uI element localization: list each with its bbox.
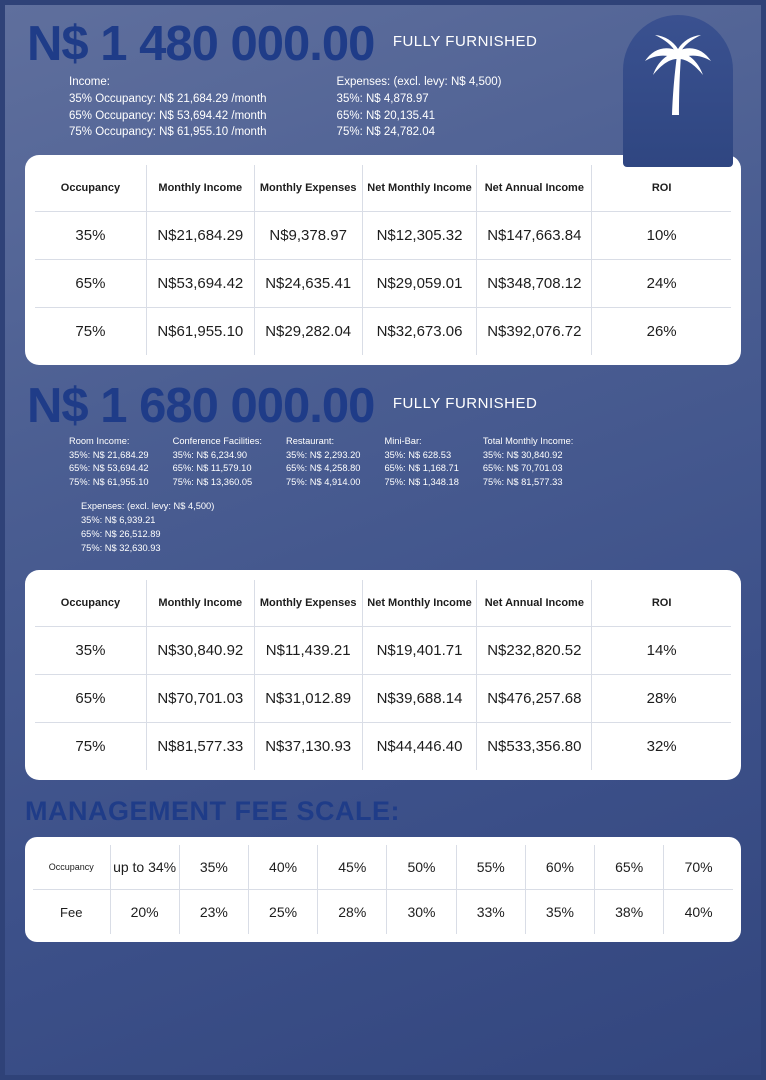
fee-value-row: [33, 890, 733, 935]
fee-value-5: 33%: [456, 890, 525, 935]
header-net-annual-income: Net Annual Income: [477, 580, 592, 627]
section-2-furnished-label: FULLY FURNISHED: [392, 395, 538, 413]
expenses-line-1: 35%: N$ 6,939.21: [81, 515, 156, 526]
cell-monthly-expenses: N$29,282.04: [254, 308, 362, 356]
header-occupancy: Occupancy: [35, 580, 146, 627]
breakdown-line-1: 35%: N$ 628.53: [384, 449, 452, 460]
cell-net-annual-income: N$147,663.84: [477, 212, 592, 260]
section-2-breakdown: [5, 433, 761, 491]
income-line-1: 35% Occupancy: N$ 21,684.29 /month: [69, 93, 267, 106]
cell-roi: 24%: [592, 260, 731, 308]
table-row: [35, 627, 731, 675]
expenses-title: Expenses: (excl. levy: N$ 4,500): [336, 76, 502, 89]
breakdown-line-3: 75%: N$ 81,577.33: [482, 477, 563, 488]
table-row: [35, 260, 731, 308]
header-monthly-income: Monthly Income: [146, 165, 254, 212]
fee-value-6: 35%: [525, 890, 594, 935]
cell-occupancy: 65%: [35, 260, 146, 308]
fee-occupancy-0: up to 34%: [110, 845, 179, 890]
cell-net-annual-income: N$476,257.68: [477, 675, 592, 723]
breakdown-conference-facilities: [173, 435, 262, 491]
header-monthly-income: Monthly Income: [146, 580, 254, 627]
palm-tree-badge: [623, 15, 733, 167]
section-1-price: N$ 1 480 000.00: [27, 17, 375, 71]
cell-net-monthly-income: N$19,401.71: [362, 627, 477, 675]
breakdown-line-2: 65%: N$ 11,579.10: [172, 463, 252, 474]
fee-occupancy-8: 70%: [664, 845, 733, 890]
section-2-table-card: [25, 570, 741, 780]
management-fee-title: MANAGEMENT FEE SCALE:: [25, 796, 400, 827]
cell-monthly-income: N$70,701.03: [146, 675, 254, 723]
cell-occupancy: 75%: [35, 723, 146, 771]
expenses-line-3: 75%: N$ 24,782.04: [336, 126, 436, 139]
cell-roi: 28%: [592, 675, 731, 723]
breakdown-line-2: 65%: N$ 70,701.03: [482, 463, 563, 474]
table-header-row: [35, 165, 731, 212]
fee-occupancy-3: 45%: [318, 845, 387, 890]
breakdown-mini-bar: [384, 435, 458, 491]
header-monthly-expenses: Monthly Expenses: [254, 165, 362, 212]
breakdown-line-1: 35%: N$ 21,684.29: [69, 449, 149, 460]
header-occupancy: Occupancy: [35, 165, 146, 212]
cell-monthly-expenses: N$24,635.41: [254, 260, 362, 308]
section-1-income-block: [69, 74, 267, 141]
fee-value-7: 38%: [595, 890, 664, 935]
income-title: Income:: [69, 76, 110, 89]
breakdown-line-3: 75%: N$ 4,914.00: [286, 477, 361, 488]
breakdown-restaurant: [286, 435, 360, 491]
cell-monthly-income: N$53,694.42: [146, 260, 254, 308]
fee-occupancy-4: 50%: [387, 845, 456, 890]
header-roi: ROI: [592, 580, 731, 627]
fee-occupancy-6: 60%: [525, 845, 594, 890]
header-monthly-expenses: Monthly Expenses: [254, 580, 362, 627]
breakdown-line-1: 35%: N$ 30,840.92: [482, 449, 563, 460]
section-1-furnished-label: FULLY FURNISHED: [392, 33, 538, 51]
cell-net-annual-income: N$232,820.52: [477, 627, 592, 675]
fee-occupancy-2: 40%: [248, 845, 317, 890]
management-fee-card: [25, 837, 741, 942]
header-net-monthly-income: Net Monthly Income: [362, 165, 477, 212]
cell-net-annual-income: N$533,356.80: [477, 723, 592, 771]
cell-monthly-expenses: N$9,378.97: [254, 212, 362, 260]
cell-net-monthly-income: N$12,305.32: [362, 212, 477, 260]
cell-occupancy: 75%: [35, 308, 146, 356]
fee-row-label-occupancy: Occupancy: [33, 845, 110, 890]
breakdown-line-3: 75%: N$ 61,955.10: [69, 477, 149, 488]
fee-occupancy-7: 65%: [595, 845, 664, 890]
breakdown-total-monthly-income: [483, 435, 573, 491]
table-row: [35, 723, 731, 771]
palm-tree-icon: [641, 33, 715, 133]
income-line-2: 65% Occupancy: N$ 53,694.42 /month: [69, 109, 267, 122]
section-2-table: [35, 580, 731, 770]
cell-roi: 26%: [592, 308, 731, 356]
section-2-price: N$ 1 680 000.00: [27, 379, 375, 434]
cell-roi: 14%: [592, 627, 731, 675]
header-roi: ROI: [592, 165, 731, 212]
section-1-table: [35, 165, 731, 355]
cell-net-monthly-income: N$32,673.06: [362, 308, 477, 356]
cell-net-monthly-income: N$39,688.14: [362, 675, 477, 723]
cell-monthly-income: N$81,577.33: [146, 723, 254, 771]
cell-occupancy: 35%: [35, 627, 146, 675]
fee-occupancy-1: 35%: [179, 845, 248, 890]
breakdown-line-3: 75%: N$ 13,360.05: [172, 477, 253, 488]
breakdown-line-1: 35%: N$ 6,234.90: [172, 449, 248, 460]
cell-net-annual-income: N$348,708.12: [477, 260, 592, 308]
fee-occupancy-5: 55%: [456, 845, 525, 890]
breakdown-title: Mini-Bar:: [384, 435, 422, 446]
breakdown-line-2: 65%: N$ 53,694.42: [69, 463, 149, 474]
cell-occupancy: 65%: [35, 675, 146, 723]
management-fee-table: [33, 845, 733, 934]
fee-value-2: 25%: [248, 890, 317, 935]
breakdown-line-2: 65%: N$ 4,258.80: [286, 463, 361, 474]
expenses-line-2: 65%: N$ 26,512.89: [81, 529, 161, 540]
cell-monthly-expenses: N$11,439.21: [254, 627, 362, 675]
fee-occupancy-row: [33, 845, 733, 890]
cell-net-annual-income: N$392,076.72: [477, 308, 592, 356]
fee-row-label-fee: Fee: [33, 890, 110, 935]
cell-monthly-expenses: N$37,130.93: [254, 723, 362, 771]
cell-monthly-income: N$21,684.29: [146, 212, 254, 260]
breakdown-line-1: 35%: N$ 2,293.20: [286, 449, 361, 460]
header-net-annual-income: Net Annual Income: [477, 165, 592, 212]
brochure-page: [5, 5, 761, 1075]
cell-monthly-income: N$30,840.92: [146, 627, 254, 675]
expenses-line-2: 65%: N$ 20,135.41: [336, 109, 436, 122]
table-row: [35, 675, 731, 723]
expenses-line-3: 75%: N$ 32,630.93: [81, 543, 161, 554]
fee-value-4: 30%: [387, 890, 456, 935]
cell-monthly-expenses: N$31,012.89: [254, 675, 362, 723]
breakdown-room-income: [69, 435, 149, 491]
expenses-line-1: 35%: N$ 4,878.97: [336, 93, 429, 106]
fee-value-3: 28%: [318, 890, 387, 935]
table-header-row: [35, 580, 731, 627]
section-2-header: [5, 365, 761, 432]
cell-net-monthly-income: N$44,446.40: [362, 723, 477, 771]
expenses-title: Expenses: (excl. levy: N$ 4,500): [81, 501, 215, 512]
section-1-expenses-block: [337, 74, 502, 141]
section-2-expenses-block: [5, 490, 761, 556]
cell-occupancy: 35%: [35, 212, 146, 260]
fee-value-0: 20%: [110, 890, 179, 935]
fee-value-1: 23%: [179, 890, 248, 935]
breakdown-line-3: 75%: N$ 1,348.18: [384, 477, 459, 488]
cell-roi: 10%: [592, 212, 731, 260]
table-row: [35, 212, 731, 260]
header-net-monthly-income: Net Monthly Income: [362, 580, 477, 627]
section-1-table-card: [25, 155, 741, 365]
cell-net-monthly-income: N$29,059.01: [362, 260, 477, 308]
breakdown-title: Total Monthly Income:: [482, 435, 574, 446]
breakdown-title: Room Income:: [69, 435, 130, 446]
breakdown-title: Conference Facilities:: [172, 435, 263, 446]
section-1-header: [5, 5, 761, 70]
fee-value-8: 40%: [664, 890, 733, 935]
cell-monthly-income: N$61,955.10: [146, 308, 254, 356]
breakdown-title: Restaurant:: [286, 435, 335, 446]
breakdown-line-2: 65%: N$ 1,168.71: [384, 463, 459, 474]
table-row: [35, 308, 731, 356]
income-line-3: 75% Occupancy: N$ 61,955.10 /month: [69, 126, 267, 139]
cell-roi: 32%: [592, 723, 731, 771]
